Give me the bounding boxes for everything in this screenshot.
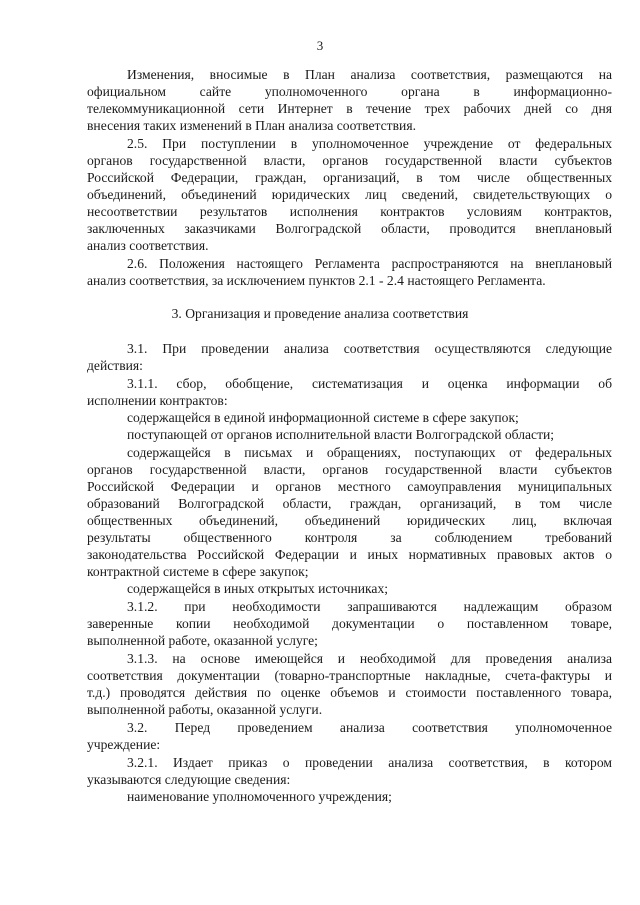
text-line: выполненной работе, оказанной услуге; <box>87 633 318 648</box>
text-line: указываются следующие сведения: <box>87 772 291 787</box>
page-number: 3 <box>316 38 324 53</box>
text-line: Изменения, вносимые в План анализа соответствия, размещаются на <box>127 67 612 82</box>
text-line: несоответствии результатов исполнения контрактов условиям контрактов, <box>87 204 612 219</box>
text-line: телекоммуникационной сети Интернет в течение трех рабочих дней со дня <box>87 101 612 116</box>
text-line: 3.2. Перед проведением анализа соответствия уполномоченное <box>127 720 612 735</box>
text-line: анализ соответствия, за исключением пунктов 2.1 - 2.4 настоящего Регламента. <box>87 273 546 288</box>
text-line: результаты общественного контроля за соблюдением требований <box>87 530 612 545</box>
text-line: объединений, объединений юридических лиц сведений, свидетельствующих о <box>87 187 612 202</box>
text-line: соответствия документации (товарно-транспортные накладные, счета-фактуры и <box>87 668 612 683</box>
text-line: 3.1.2. при необходимости запрашиваются надлежащим образом <box>127 599 612 614</box>
text-line: 2.6. Положения настоящего Регламента распространяются на внеплановый <box>127 256 612 271</box>
text-line: образований Волгоградской области, граждан, организаций, в том числе <box>87 496 612 511</box>
text-line: официальном сайте уполномоченного органа в информационно- <box>87 84 612 99</box>
text-line: содержащейся в единой информационной системе в сфере закупок; <box>127 410 519 425</box>
text-line: 3.1. При проведении анализа соответствия осуществляются следующие <box>127 341 612 356</box>
text-line: содержащейся в письмах и обращениях, поступающих от федеральных <box>127 445 612 460</box>
text-line: т.д.) проводятся действия по оценке объемов и стоимости поставленного товара, <box>87 685 612 700</box>
text-line: содержащейся в иных открытых источниках; <box>127 581 389 596</box>
text-line: законодательства Российской Федерации и иных нормативных правовых актов о <box>87 547 612 562</box>
text-line: 3.1.3. на основе имеющейся и необходимой для проведения анализа <box>127 651 612 666</box>
text-line: выполненной работы, оказанной услуги. <box>87 702 323 717</box>
text-line: 3.2.1. Издает приказ о проведении анализа соответствия, в котором <box>127 755 612 770</box>
text-line: поступающей от органов исполнительной власти Волгоградской области; <box>127 427 555 442</box>
text-line: действия: <box>87 358 143 373</box>
text-line: внесения таких изменений в План анализа соответствия. <box>87 118 416 133</box>
text-line: заключенных заказчиками Волгоградской области, проводится внеплановый <box>87 221 612 236</box>
text-line: 2.5. При поступлении в уполномоченное учреждение от федеральных <box>127 136 612 151</box>
text-line: органов государственной власти, органов государственной власти субъектов <box>87 462 612 477</box>
text-line: контрактной системе в сфере закупок; <box>87 564 309 579</box>
text-line: наименование уполномоченного учреждения; <box>127 789 392 804</box>
text-line: анализ соответствия. <box>87 238 209 253</box>
text-line: Российской Федерации, граждан, организаций, в том числе общественных <box>87 170 612 185</box>
text-line: учреждение: <box>87 737 161 752</box>
text-line: 3.1.1. сбор, обобщение, систематизация и оценка информации об <box>127 376 612 391</box>
text-line: органов государственной власти, органов государственной власти субъектов <box>87 153 612 168</box>
text-line: заверенные копии необходимой документации о поставленном товаре, <box>87 616 612 631</box>
text-line: Российской Федерации и органов местного самоуправления муниципальных <box>87 479 612 494</box>
text-line: исполнении контрактов: <box>87 393 228 408</box>
section-heading: 3. Организация и проведение анализа соответствия <box>171 306 469 321</box>
text-line: общественных объединений, объединений юридических лиц, включая <box>87 513 612 528</box>
